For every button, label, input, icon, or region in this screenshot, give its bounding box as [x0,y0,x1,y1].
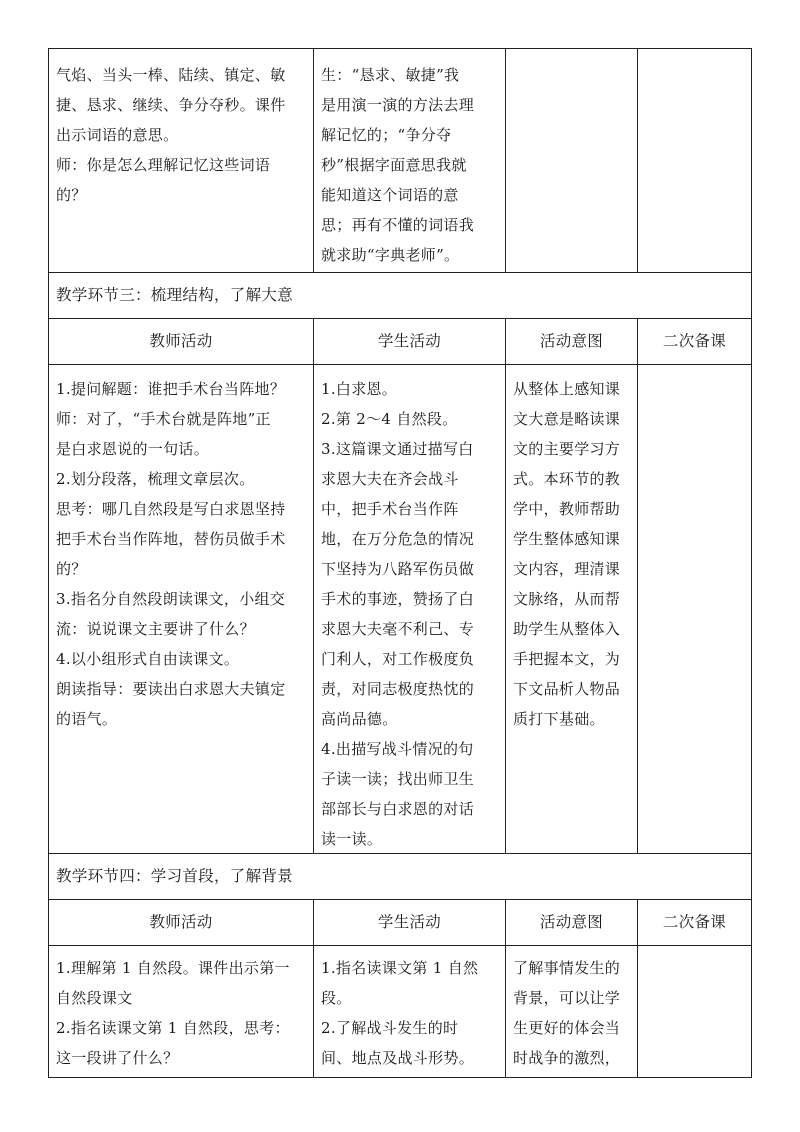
cell-line: 1.提问解题：谁把手术台当阵地？ [56,380,286,398]
cell-line: 文大意是略读课 [513,410,621,428]
cell-line: 解记忆的；“争分夺 [321,126,452,144]
cell-line: 下坚持为八路军伤员做 [321,560,475,578]
cell-line: 2.指名读课文第 1 自然段，思考： [56,1019,290,1037]
lesson-plan-table [48,48,752,1078]
cell-line: 4.以小组形式自由读课文。 [56,650,240,668]
cell-line: 子读一读；找出师卫生 [321,770,475,788]
cell-line: 手把握本文，为 [513,650,621,668]
cell-line: 学生整体感知课 [513,530,621,548]
student-activity-cell [321,60,501,270]
cell-line: 气焰、当头一棒、陆续、镇定、敏 [56,66,286,84]
cell-line: 求恩大夫在齐会战斗 [321,470,459,488]
header-student-activity: 学生活动 [377,332,442,350]
cell-line: 思；再有不懂的词语我 [321,216,475,234]
teacher-activity-cell [56,60,308,210]
header-teacher-activity: 教师活动 [149,332,213,350]
cell-line: 文的主要学习方 [513,440,621,458]
cell-line: 师：你是怎么理解记忆这些词语 [56,156,271,174]
cell-line: 责，对同志极度热忱的 [321,680,475,698]
column-divider [505,48,506,272]
cell-line: 质打下基础。 [513,710,605,728]
cell-line: 的？ [56,186,87,204]
cell-line: 学中，教师帮助 [513,500,621,518]
lesson-plan-page [48,48,752,1078]
header-second-prep: 二次备课 [662,332,727,350]
column-divider [313,318,314,853]
student-activity-cell [321,953,501,1073]
column-divider [637,48,638,272]
cell-line: 地，在万分危急的情况 [321,530,475,548]
cell-line: 时战争的激烈， [513,1049,621,1067]
cell-line: 读一读。 [321,830,383,848]
cell-line: 从整体上感知课 [513,380,621,398]
table-border-top [48,48,752,49]
cell-line: 师：对了，“手术台就是阵地”正 [56,410,271,428]
cell-line: 是白求恩说的一句话。 [56,440,210,458]
cell-line: 3.指名分自然段朗读课文，小组交 [56,590,286,608]
cell-line: 是用演一演的方法去理 [321,96,475,114]
cell-line: 助学生从整体入 [513,620,621,638]
cell-line: 生：“恳求、敏捷”我 [321,66,460,84]
cell-line: 生更好的体会当 [513,1019,621,1037]
teacher-activity-cell [56,374,308,734]
cell-line: 捷、恳求、继续、争分夺秒。课件 [56,96,286,114]
section-3-title: 教学环节三：梳理结构，了解大意 [56,286,294,304]
cell-line: 2.了解战斗发生的时 [321,1019,459,1037]
student-activity-cell [321,374,501,854]
cell-line: 下文品析人物品 [513,680,621,698]
cell-line: 的？ [56,560,87,578]
cell-line: 文脉络，从而帮 [513,590,621,608]
cell-line: 4.出描写战斗情况的句 [321,740,474,758]
cell-line: 朗读指导：要读出白求恩大夫镇定 [56,680,286,698]
row-divider [48,364,752,365]
cell-line: 求恩大夫毫不利己、专 [321,620,475,638]
cell-line: 2.第 2～4 自然段。 [321,410,458,428]
cell-line: 思考：哪几自然段是写白求恩坚持 [56,500,286,518]
header-student-activity: 学生活动 [377,913,442,931]
cell-line: 能知道这个词语的意 [321,186,459,204]
section-4-title: 教学环节四：学习首段，了解背景 [56,867,294,885]
row-divider [48,945,752,946]
cell-line: 段。 [321,989,352,1007]
cell-line: 手术的事迹，赞扬了白 [321,590,475,608]
cell-line: 门利人，对工作极度负 [321,650,475,668]
table-border-right [751,48,752,1078]
cell-line: 1.指名读课文第 1 自然 [321,959,479,977]
cell-line: 文内容，理清课 [513,560,621,578]
cell-line: 自然段课文 [56,989,133,1007]
column-divider [313,48,314,272]
cell-line: 1.理解第 1 自然段。课件出示第一 [56,959,290,977]
header-second-prep: 二次备课 [662,913,727,931]
activity-intent-cell [513,374,633,734]
table-border-bottom [48,1077,752,1078]
cell-line: 3.这篇课文通过描写白 [321,440,474,458]
cell-line: 2.划分段落，梳理文章层次。 [56,470,255,488]
cell-line: 1.白求恩。 [321,380,398,398]
activity-intent-cell [513,953,633,1073]
cell-line: 的语气。 [56,710,118,728]
cell-line: 把手术台当作阵地，替伤员做手术 [56,530,286,548]
column-divider [505,318,506,853]
cell-line: 秒”根据字面意思我就 [321,156,467,174]
cell-line: 流：说说课文主要讲了什么？ [56,620,255,638]
cell-line: 高尚品德。 [321,710,398,728]
cell-line: 式。本环节的教 [513,470,621,488]
cell-line: 了解事情发生的 [513,959,621,977]
cell-line: 间、地点及战斗形势。 [321,1049,475,1067]
header-activity-intent: 活动意图 [539,332,604,350]
cell-line: 部部长与白求恩的对话 [321,800,475,818]
cell-line: 就求助“字典老师”。 [321,246,460,264]
cell-line: 出示词语的意思。 [56,126,179,144]
header-activity-intent: 活动意图 [539,913,604,931]
cell-line: 中，把手术台当作阵 [321,500,459,518]
header-teacher-activity: 教师活动 [149,913,213,931]
cell-line: 背景，可以让学 [513,989,621,1007]
cell-line: 这一段讲了什么？ [56,1049,179,1067]
teacher-activity-cell [56,953,308,1073]
column-divider [637,318,638,853]
